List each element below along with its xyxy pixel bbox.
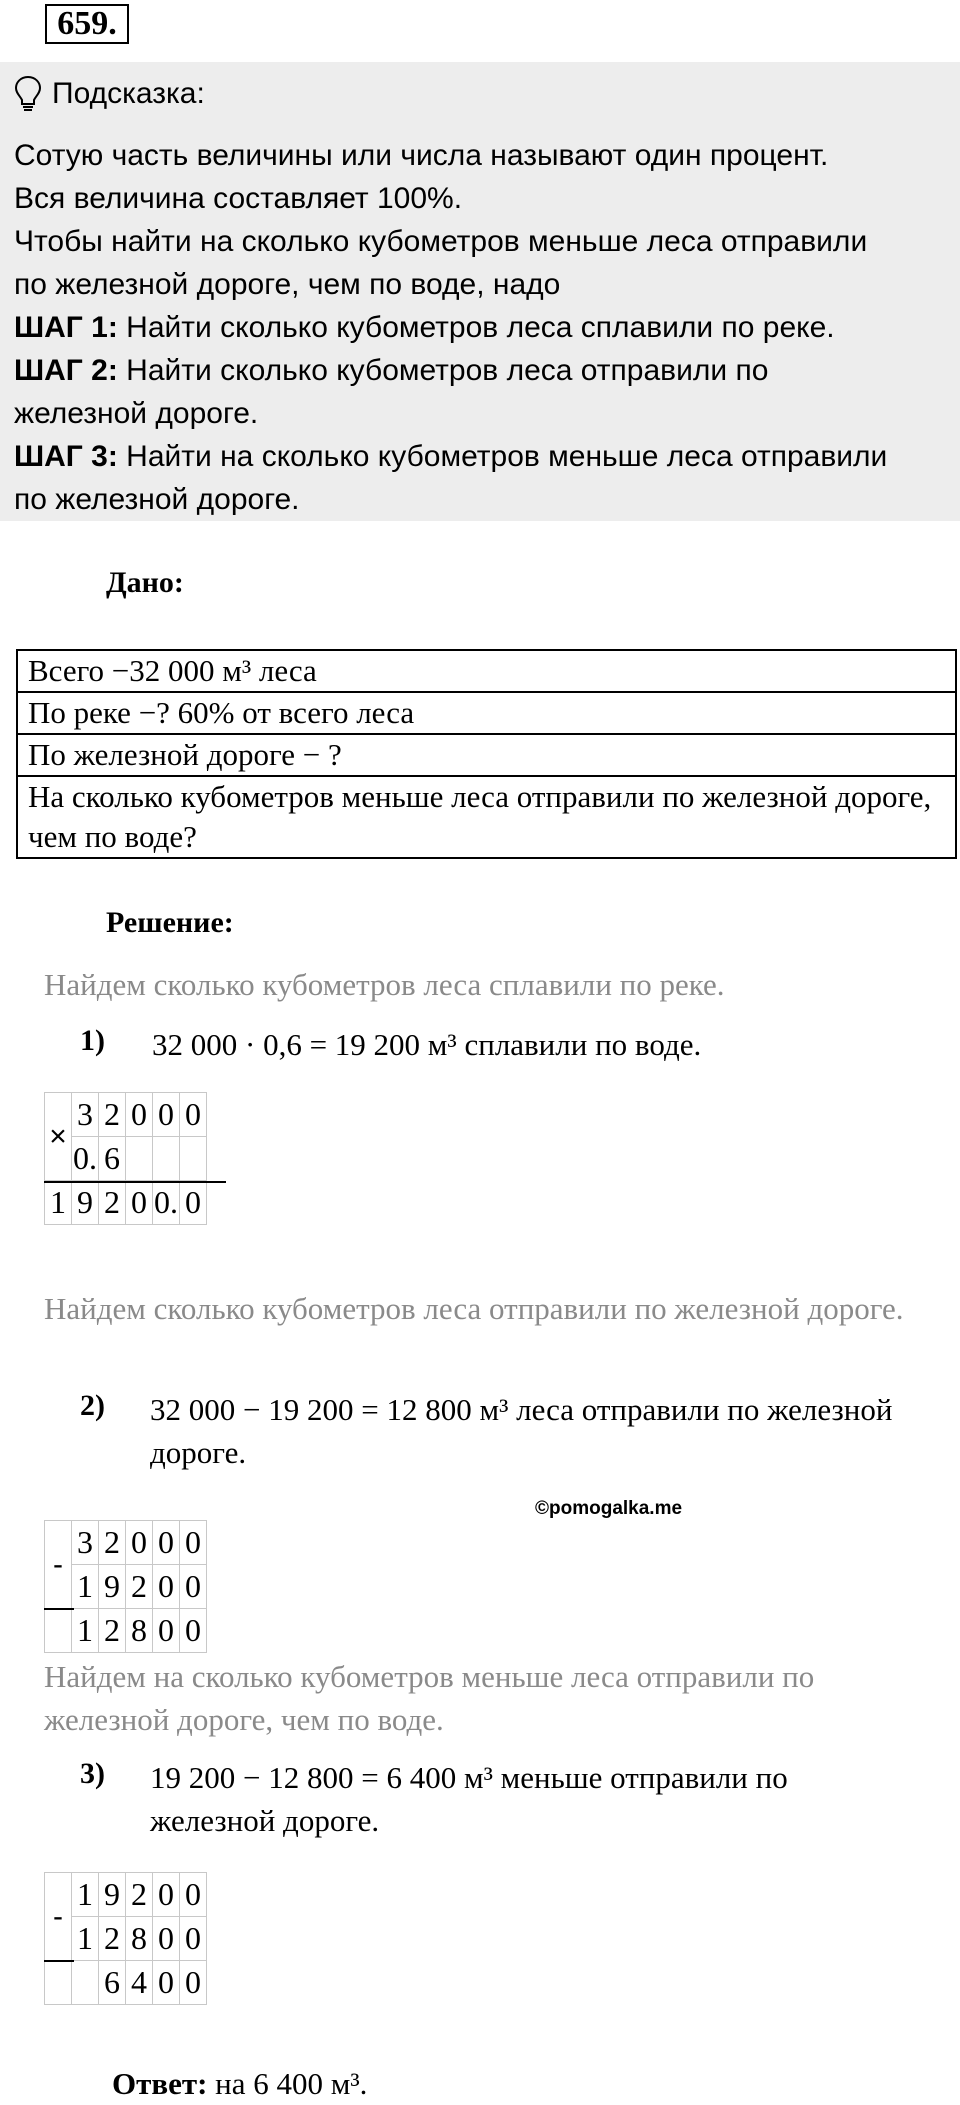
hint-title: Подсказка: xyxy=(52,77,205,110)
digit xyxy=(72,1961,99,2005)
digit: 0 xyxy=(153,1917,180,1961)
step-equation: 32 000 · 0,6 = 19 200 м³ сплавили по воде. xyxy=(152,1027,702,1062)
digit: 2 xyxy=(99,1181,126,1225)
digit: 0 xyxy=(126,1521,153,1565)
multiplication-calc xyxy=(44,1092,207,1225)
empty-cell xyxy=(45,1961,72,2005)
digit: 8 xyxy=(126,1609,153,1653)
step-number: 2) xyxy=(80,1389,105,1422)
digit: 3 xyxy=(72,1093,99,1137)
hint-step xyxy=(14,306,944,349)
step-text: железной дороге. xyxy=(14,397,259,430)
hint-step xyxy=(14,392,944,435)
subtraction-calc xyxy=(44,1872,207,2005)
digit: 0. xyxy=(153,1181,180,1225)
digit: 0. xyxy=(72,1137,99,1181)
given-row: По железной дороге − ? xyxy=(17,734,956,776)
given-row: По реке −? 60% от всего леса xyxy=(17,692,956,734)
digit xyxy=(180,1137,207,1181)
digit: 6 xyxy=(99,1137,126,1181)
digit xyxy=(153,1137,180,1181)
digit: 0 xyxy=(180,1873,207,1917)
step-intro: Найдем сколько кубометров леса сплавили по реке. xyxy=(44,967,725,1002)
digit: 4 xyxy=(126,1961,153,2005)
digit: 0 xyxy=(126,1093,153,1137)
result-line xyxy=(44,1181,226,1183)
result-line xyxy=(44,1608,74,1610)
digit: 0 xyxy=(180,1917,207,1961)
digit: 2 xyxy=(99,1917,126,1961)
step-text: Найти сколько кубометров леса отправили по xyxy=(117,354,769,387)
digit: 0 xyxy=(153,1609,180,1653)
given-table xyxy=(16,649,957,859)
answer-text: на 6 400 м³. xyxy=(207,2066,368,2101)
digit: 0 xyxy=(180,1961,207,2005)
digit: 0 xyxy=(153,1093,180,1137)
digit: 0 xyxy=(180,1609,207,1653)
digit: 1 xyxy=(72,1873,99,1917)
hint-line: по железной дороге, чем по воде, надо xyxy=(14,268,561,301)
step-text: Найти сколько кубометров леса сплавили по реке. xyxy=(117,311,835,344)
digit: 0 xyxy=(153,1873,180,1917)
digit: 0 xyxy=(153,1565,180,1609)
hint-line: Чтобы найти на сколько кубометров меньше леса отправили xyxy=(14,225,868,258)
step-label: ШАГ 3: xyxy=(14,440,118,473)
lightbulb-icon xyxy=(12,74,44,114)
digit: 2 xyxy=(126,1873,153,1917)
digit: 2 xyxy=(99,1093,126,1137)
digit: 1 xyxy=(72,1917,99,1961)
digit: 0 xyxy=(180,1565,207,1609)
digit: 8 xyxy=(126,1917,153,1961)
answer-label: Ответ: xyxy=(112,2066,208,2101)
hint-line: Вся величина составляет 100%. xyxy=(14,182,463,215)
hint-header xyxy=(12,68,205,120)
answer xyxy=(112,2062,367,2105)
hint-line: Сотую часть величины или числа называют один процент. xyxy=(14,139,829,172)
given-row: На сколько кубометров меньше леса отправили по железной дороге, чем по воде? xyxy=(17,776,956,858)
digit: 0 xyxy=(153,1521,180,1565)
digit: 9 xyxy=(99,1873,126,1917)
digit: 2 xyxy=(99,1609,126,1653)
digit: 2 xyxy=(126,1565,153,1609)
problem-number: 659. xyxy=(45,4,129,44)
digit: 6 xyxy=(99,1961,126,2005)
digit: 0 xyxy=(153,1961,180,2005)
step-equation: 32 000 − 19 200 = 12 800 м³ леса отправили по железной дороге. xyxy=(150,1392,893,1470)
hint-step xyxy=(14,478,944,521)
step-text: по железной дороге. xyxy=(14,483,300,516)
digit: 0 xyxy=(180,1093,207,1137)
digit: 9 xyxy=(72,1181,99,1225)
digit: 0 xyxy=(180,1181,207,1225)
result-line xyxy=(44,1960,74,1962)
digit: 9 xyxy=(99,1565,126,1609)
digit xyxy=(126,1137,153,1181)
digit: 0 xyxy=(180,1521,207,1565)
step-equation: 19 200 − 12 800 = 6 400 м³ меньше отправили по железной дороге. xyxy=(150,1760,788,1838)
step-label: ШАГ 1: xyxy=(14,311,118,344)
hint-text xyxy=(14,134,944,521)
digit: 3 xyxy=(72,1521,99,1565)
given-title: Дано: xyxy=(106,566,184,599)
hint-step xyxy=(14,349,944,392)
solution-title: Решение: xyxy=(106,906,234,939)
step-intro: Найдем на сколько кубометров меньше леса отправили по железной дороге, чем по воде. xyxy=(44,1659,815,1737)
digit: 2 xyxy=(99,1521,126,1565)
step-label: ШАГ 2: xyxy=(14,354,118,387)
step-number: 1) xyxy=(80,1024,105,1057)
step-intro: Найдем сколько кубометров леса отправили по железной дороге. xyxy=(44,1291,904,1326)
step-number: 3) xyxy=(80,1757,105,1790)
digit: 0 xyxy=(126,1181,153,1225)
operator-sign: × xyxy=(45,1093,72,1181)
operator-sign: - xyxy=(45,1521,72,1609)
digit: 1 xyxy=(72,1609,99,1653)
watermark: ©pomogalka.me xyxy=(535,1498,683,1519)
given-row: Всего −32 000 м³ леса xyxy=(17,650,956,692)
operator-sign: - xyxy=(45,1873,72,1961)
digit: 1 xyxy=(45,1181,72,1225)
empty-cell xyxy=(45,1609,72,1653)
digit: 1 xyxy=(72,1565,99,1609)
hint-step xyxy=(14,435,944,478)
step-text: Найти на сколько кубометров меньше леса отправили xyxy=(117,440,888,473)
subtraction-calc xyxy=(44,1520,207,1653)
